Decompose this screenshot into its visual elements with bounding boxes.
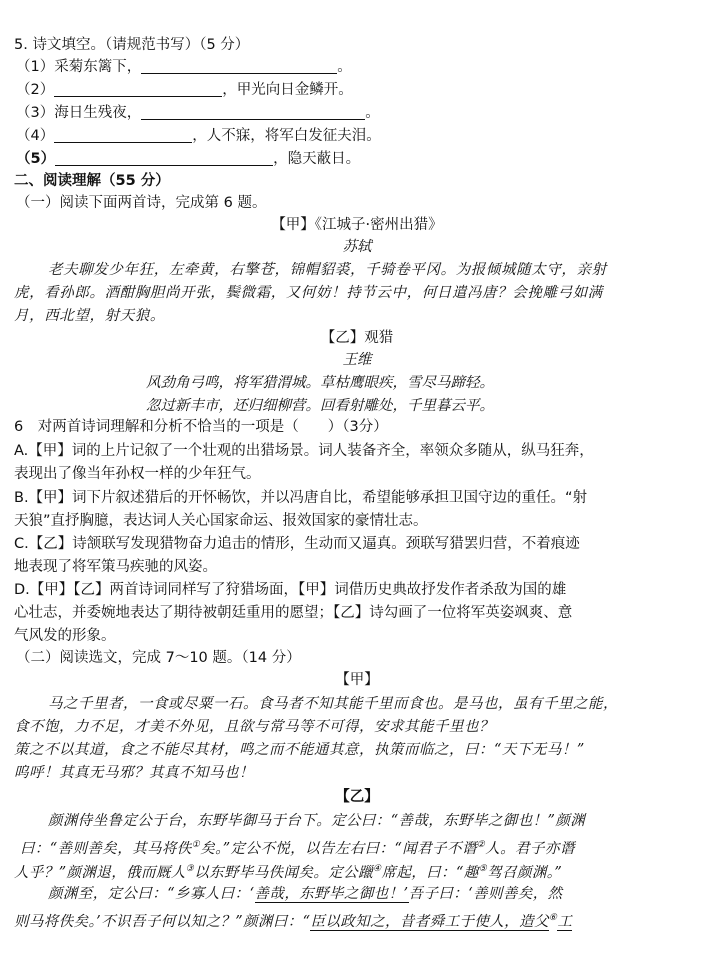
q6-option-c[interactable]: C.【乙】诗颔联写发现猎物奋力追击的情形，生动而又逼真。颈联写猎罢归营，不着痕迹 (14, 536, 580, 552)
q6-option-a-cont: 表现出了像当年孙权一样的少年狂气。 (14, 466, 261, 482)
answer-blank[interactable] (141, 103, 365, 120)
q6-option-b-cont: 天狼”直抒胸臆，表达词人关心国家命运、报效国家的豪情壮志。 (14, 513, 428, 529)
text-segment: 颜渊至，定公曰：“乡寡人曰：‘ (48, 886, 255, 902)
footnote-marker: ④ (373, 864, 382, 874)
footnote-marker: ① (191, 840, 201, 850)
text-a-line-4: 呜呼！其真无马邪？其真不知马也！ (14, 765, 254, 781)
q5-title: 5. 诗文填空。（请规范书写）（5 分） (14, 37, 250, 53)
q6-option-d-cont2: 气风发的形象。 (14, 628, 116, 644)
q5-item-before: 海日生残夜， (54, 105, 142, 121)
q6-stem: 6 对两首诗词理解和分析不恰当的一项是（ ）（3分） (14, 419, 388, 435)
text-b-line-4 (48, 883, 563, 905)
footnote-marker: ③ (185, 864, 195, 874)
q5-item-after: ，隐天蔽日。 (273, 151, 361, 167)
answer-blank[interactable] (55, 149, 273, 166)
text-b-line-1: 颜渊侍坐鲁定公于台，东野毕御马于台下。定公曰：“善哉，东野毕之御也！”颜渊 (48, 813, 586, 829)
q5-item-num: （4） (16, 128, 55, 144)
poem-a-author: 苏轼 (342, 239, 372, 255)
q5-item-5 (16, 148, 360, 170)
answer-blank[interactable] (141, 57, 337, 74)
poem-b-title: 【乙】观猎 (320, 330, 394, 346)
footnote-marker: ⑤ (478, 864, 488, 874)
q5-item-num: （3） (16, 105, 55, 121)
underlined-sentence: 臣以政知之，昔者舜工于使人，造父 (310, 913, 549, 930)
part2-intro: （二）阅读选文，完成 7～10 题。（14 分） (16, 650, 301, 666)
footnote-marker: ⑥ (548, 913, 558, 923)
answer-blank[interactable] (54, 126, 192, 143)
section-title: 二、阅读理解（55 分） (14, 173, 170, 189)
poem-a-title: 【甲】《江城子·密州出猎》 (271, 217, 443, 233)
text-a-title: 【甲】 (335, 672, 379, 688)
q5-item-after: 。 (337, 59, 352, 75)
q6-option-c-cont: 地表现了将军策马疾驰的风姿。 (14, 559, 217, 575)
text-segment: 吾子曰：‘善则善矣，然 (408, 886, 563, 902)
q6-option-b[interactable]: B.【甲】词下片叙述猎后的开怀畅饮，并以冯唐自比，希望能够承担卫国守边的重任。“射 (14, 490, 588, 506)
poem-a-line-2: 虎，看孙郎。酒酣胸胆尚开张，鬓微霜，又何妨！持节云中，何日遣冯唐？会挽雕弓如满 (14, 285, 603, 301)
q6-option-d[interactable]: D.【甲】【乙】两首诗词同样写了狩猎场面，【甲】词借历史典故抒发作者杀敌为国的雄 (14, 582, 567, 598)
q5-item-3 (16, 102, 380, 124)
text-b-line-2 (20, 834, 575, 860)
poem-a-line-1: 老夫聊发少年狂，左牵黄，右擎苍，锦帽貂裘，千骑卷平冈。为报倾城随太守，亲射 (48, 262, 607, 278)
q6-option-a[interactable]: A.【甲】词的上片记叙了一个壮观的出猎场景。词人装备齐全，率领众多随从，纵马狂奔， (14, 443, 594, 459)
text-b-title: 【乙】 (335, 788, 379, 805)
text-a-line-1: 马之千里者，一食或尽粟一石。食马者不知其能千里而食也。是马也，虽有千里之能， (48, 696, 618, 712)
poem-a-line-3: 月，西北望，射天狼。 (14, 308, 165, 324)
text-segment: 曰：“善则善矣，其马将佚 (20, 840, 192, 857)
q5-item-num: （5） (16, 151, 56, 167)
text-b-line-3 (14, 858, 562, 884)
underlined-sentence: 善哉，东野毕之御也！’ (254, 886, 409, 902)
text-segment: 则马将佚矣。’不识吾子何以知之？”颜渊曰：“ (14, 913, 311, 930)
q5-item-1 (16, 56, 352, 78)
poem-b-author: 王维 (342, 352, 372, 368)
q5-item-num: （2） (16, 82, 55, 98)
text-segment: 人乎？”颜渊退，俄而厩人 (14, 864, 186, 881)
text-segment: 人。君子亦谮 (485, 840, 575, 857)
text-segment: 矣。”定公不悦，以告左右曰：“闻君子不谮 (200, 840, 477, 857)
text-segment: 以东野毕马佚闻矣。定公躐 (194, 864, 373, 881)
text-a-line-2: 食不饱，力不足，才美不外见，且欲与常马等不可得，安求其能千里也？ (14, 719, 494, 735)
text-segment: 席起，曰：“趣 (381, 864, 479, 881)
poem-b-line-1: 风劲角弓鸣，将军猎渭城。草枯鹰眼疾，雪尽马蹄轻。 (146, 375, 494, 391)
underlined-sentence: 工 (557, 913, 573, 930)
q5-item-4 (16, 125, 381, 147)
text-segment: 驾召颜渊。” (487, 864, 563, 881)
text-a-line-3: 策之不以其道，食之不能尽其材，鸣之而不能通其意，执策而临之，曰：“天下无马！” (14, 742, 585, 758)
q5-item-before: 采菊东篱下， (54, 59, 142, 75)
q6-option-d-cont: 心壮志，并委婉地表达了期待被朝廷重用的愿望；【乙】诗勾画了一位将军英姿飒爽、意 (14, 605, 573, 621)
q5-item-after: ，人不寐，将军白发征夫泪。 (192, 128, 381, 144)
part1-intro: （一）阅读下面两首诗，完成第 6 题。 (16, 195, 267, 211)
answer-blank[interactable] (54, 80, 222, 97)
q5-item-after: ，甲光向日金鳞开。 (222, 82, 353, 98)
q5-item-num: （1） (16, 59, 55, 75)
q5-item-after: 。 (365, 105, 380, 121)
q5-item-2 (16, 79, 353, 101)
text-b-line-5 (14, 907, 572, 933)
poem-b-line-2: 忽过新丰市，还归细柳营。回看射雕处，千里暮云平。 (146, 398, 494, 414)
footnote-marker: ② (476, 840, 486, 850)
